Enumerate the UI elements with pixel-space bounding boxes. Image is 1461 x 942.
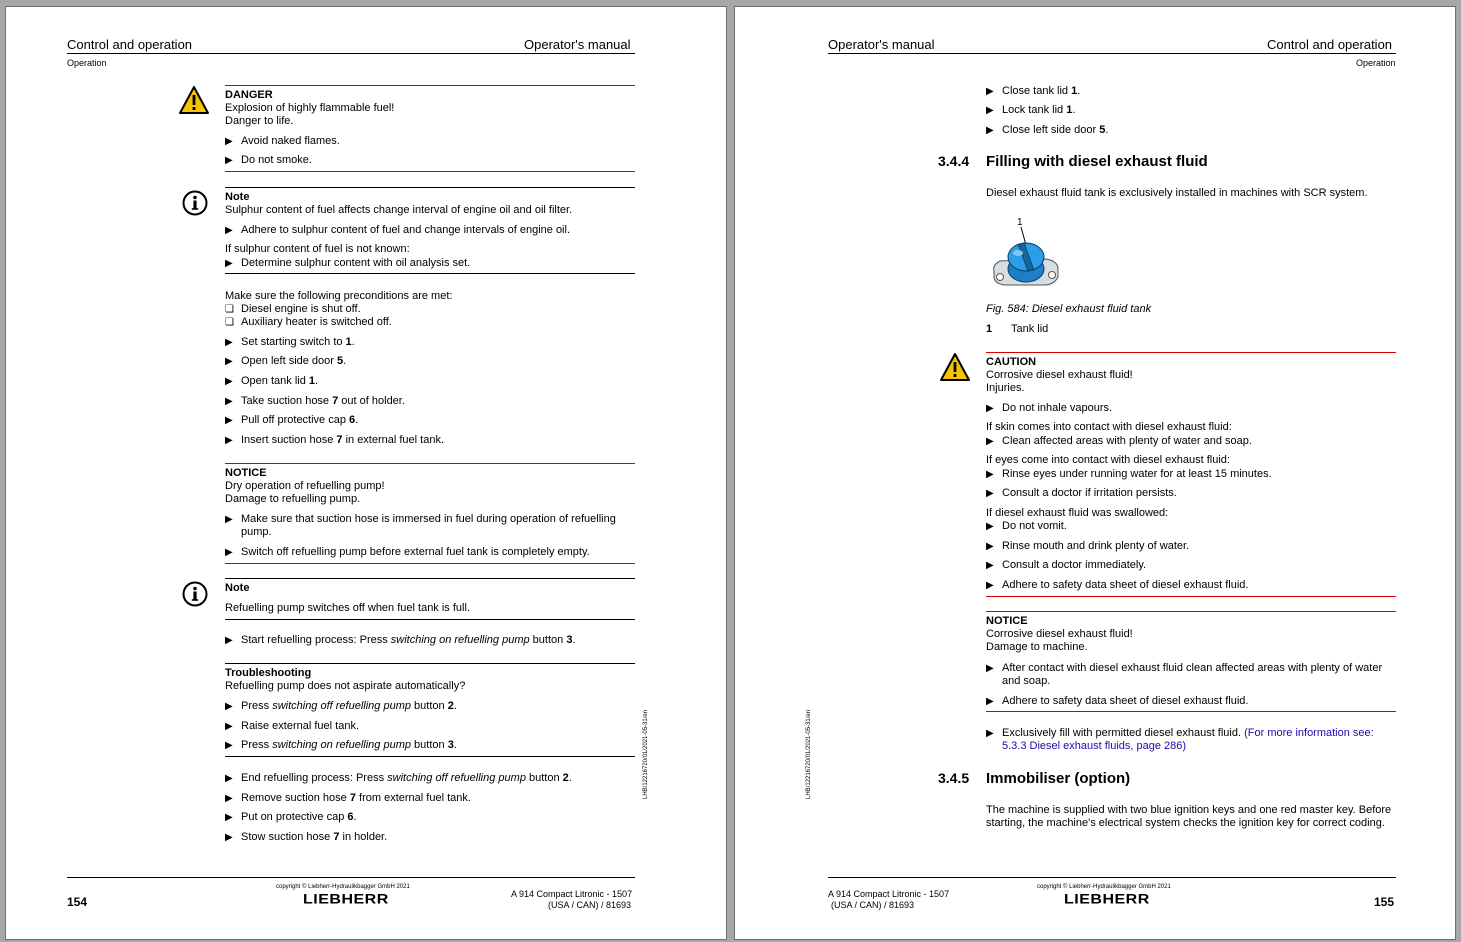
note-bottom-rule — [225, 273, 635, 274]
precondition-item: ❏ Auxiliary heater is switched off. — [241, 316, 392, 329]
caution-top-rule — [986, 352, 1396, 353]
caution-line: If eyes come into contact with diesel exhaust fluid: — [986, 454, 1230, 466]
warning-icon — [939, 352, 971, 382]
notice-bullet: ▶ After contact with diesel exhaust fluid clean affected areas with plenty of water — [1002, 662, 1382, 675]
page-header-left: Control and operation — [67, 37, 193, 52]
notice-line: Damage to refuelling pump. — [225, 493, 361, 505]
warning-icon — [178, 85, 210, 115]
info-icon — [182, 190, 208, 216]
danger-line: Explosion of highly flammable fuel! — [225, 102, 395, 114]
step-item: ▶ Pull off protective cap 6. — [241, 414, 358, 427]
liebherr-logo: LIEBHERR — [1064, 892, 1150, 907]
cross-reference-link[interactable]: 5.3.3 Diesel exhaust fluids, page 286) — [1002, 740, 1187, 752]
danger-bullet: ▶ Avoid naked flames. — [241, 135, 340, 148]
notice-line: Damage to machine. — [986, 641, 1088, 653]
trouble-bullet: ▶ Press switching off refuelling pump button 2. — [241, 700, 457, 713]
model-line: A 914 Compact Litronic - 1507 — [828, 889, 950, 899]
note-bullet: ▶ Determine sulphur content with oil analysis set. — [241, 257, 470, 270]
figure-caption: Fig. 584: Diesel exhaust fluid tank — [986, 303, 1152, 315]
caution-bottom-rule — [986, 596, 1396, 597]
note-top-rule — [225, 578, 635, 579]
paragraph: The machine is supplied with two blue ignition keys and one red master key. Before — [986, 804, 1392, 816]
danger-bottom-rule — [225, 171, 635, 172]
note-top-rule — [225, 187, 635, 188]
step-item: ▶ Set starting switch to 1. — [241, 336, 355, 349]
danger-bullet: ▶ Do not smoke. — [241, 154, 312, 167]
caution-bullet: ▶ Do not inhale vapours. — [1002, 402, 1112, 415]
trouble-bullet: ▶ Raise external fuel tank. — [241, 720, 359, 733]
note-line: If sulphur content of fuel is not known: — [225, 243, 410, 255]
step-item: ▶ End refuelling process: Press switching off refuelling pump button 2. — [241, 772, 572, 785]
step-item: ▶ Take suction hose 7 out of holder. — [241, 395, 405, 408]
note-line: Refuelling pump switches off when fuel tank is full. — [225, 602, 470, 614]
note-line: Sulphur content of fuel affects change interval of engine oil and oil filter. — [225, 204, 573, 216]
caution-line: If diesel exhaust fluid was swallowed: — [986, 507, 1169, 519]
model-line: (USA / CAN) / 81693 — [831, 900, 915, 910]
step-item: ▶ Exclusively fill with permitted diesel exhaust fluid. (For more information see: — [1002, 727, 1374, 740]
step-item: ▶ Insert suction hose 7 in external fuel tank. — [241, 434, 444, 447]
notice-title: NOTICE — [225, 467, 267, 479]
section-title: Filling with diesel exhaust fluid — [986, 153, 1208, 170]
caution-bullet: ▶ Consult a doctor immediately. — [1002, 559, 1146, 572]
danger-title: DANGER — [225, 89, 273, 101]
step-item: ▶ Remove suction hose 7 from external fuel tank. — [241, 792, 471, 805]
notice-bullet-cont: and soap. — [1002, 675, 1051, 687]
page-number: 155 — [1374, 895, 1395, 909]
notice-bullet: ▶ Switch off refuelling pump before external fuel tank is completely empty. — [241, 546, 590, 559]
caution-bullet: ▶ Rinse mouth and drink plenty of water. — [1002, 540, 1189, 553]
notice-line: Dry operation of refuelling pump! — [225, 480, 385, 492]
step-item: ▶ Open tank lid 1. — [241, 375, 318, 388]
notice-top-rule — [225, 463, 635, 464]
notice-bullet-cont: pump. — [241, 526, 272, 538]
caution-bullet: ▶ Clean affected areas with plenty of water and soap. — [1002, 435, 1252, 448]
trouble-line: Refuelling pump does not aspirate automatically? — [225, 680, 466, 692]
header-rule — [828, 53, 1396, 54]
page-header-right: Operator's manual — [524, 37, 631, 52]
caution-bullet: ▶ Do not vomit. — [1002, 520, 1067, 533]
step-item: ▶ Put on protective cap 6. — [241, 811, 357, 824]
left-page — [5, 6, 727, 940]
notice-top-rule — [986, 611, 1396, 612]
page-number: 154 — [67, 895, 88, 909]
legend-text: Tank lid — [1011, 323, 1049, 335]
page-subheader: Operation — [67, 58, 107, 68]
page-header-right: Control and operation — [1267, 37, 1393, 52]
caution-bullet: ▶ Adhere to safety data sheet of diesel exhaust fluid. — [1002, 579, 1248, 592]
cross-reference-link[interactable]: (For more information see: — [1244, 727, 1374, 739]
note-title: Note — [225, 191, 250, 203]
section-number: 3.4.5 — [938, 770, 970, 786]
footer-rule — [828, 877, 1396, 878]
diesel-exhaust-fluid-tank-figure — [988, 225, 1064, 291]
info-icon — [182, 581, 208, 607]
paragraph: starting, the machine's electrical system checks the ignition key for correct coding. — [986, 817, 1385, 829]
caution-title: CAUTION — [986, 356, 1037, 368]
section-number: 3.4.4 — [938, 153, 970, 169]
legend-number: 1 — [986, 323, 993, 335]
figure-callout: 1 — [1017, 217, 1023, 228]
preconditions-intro: Make sure the following preconditions are met: — [225, 290, 453, 302]
caution-line: If skin comes into contact with diesel exhaust fluid: — [986, 421, 1232, 433]
precondition-item: ❏ Diesel engine is shut off. — [241, 303, 361, 316]
notice-bullet: ▶ Adhere to safety data sheet of diesel exhaust fluid. — [1002, 695, 1248, 708]
step-item: ▶ Start refuelling process: Press switching on refuelling pump button 3. — [241, 634, 576, 647]
right-page — [734, 6, 1456, 940]
notice-bottom-rule — [225, 563, 635, 564]
note-bullet: ▶ Adhere to sulphur content of fuel and change intervals of engine oil. — [241, 224, 570, 237]
document-side-code: LHB/12216720/01/2021-05-31/en — [806, 709, 812, 799]
trouble-title: Troubleshooting — [225, 667, 312, 679]
model-line: (USA / CAN) / 81693 — [548, 900, 632, 910]
caution-bullet: ▶ Consult a doctor if irritation persists. — [1002, 487, 1177, 500]
caution-bullet: ▶ Rinse eyes under running water for at least 15 minutes. — [1002, 468, 1272, 481]
copyright: copyright © Liebherr-Hydraulikbagger GmbH 2021 — [1037, 884, 1171, 890]
page-header-left: Operator's manual — [828, 37, 935, 52]
trouble-bottom-rule — [225, 756, 635, 757]
notice-bullet: ▶ Make sure that suction hose is immersed in fuel during operation of refuelling — [241, 513, 616, 526]
danger-top-rule — [225, 85, 635, 86]
section-title: Immobiliser (option) — [986, 770, 1131, 787]
footer-rule — [67, 877, 635, 878]
note-title: Note — [225, 582, 250, 594]
note-bottom-rule — [225, 619, 635, 620]
trouble-top-rule — [225, 663, 635, 664]
caution-line: Corrosive diesel exhaust fluid! — [986, 369, 1133, 381]
trouble-bullet: ▶ Press switching on refuelling pump button 3. — [241, 739, 457, 752]
notice-bottom-rule — [986, 711, 1396, 712]
step-item: ▶ Open left side door 5. — [241, 355, 346, 368]
step-item: ▶ Close tank lid 1. — [1002, 85, 1080, 98]
danger-line: Danger to life. — [225, 115, 294, 127]
caution-line: Injuries. — [986, 382, 1025, 394]
notice-line: Corrosive diesel exhaust fluid! — [986, 628, 1133, 640]
model-line: A 914 Compact Litronic - 1507 — [511, 889, 633, 899]
liebherr-logo: LIEBHERR — [303, 892, 389, 907]
copyright: copyright © Liebherr-Hydraulikbagger GmbH 2021 — [276, 884, 410, 890]
header-rule — [67, 53, 635, 54]
paragraph: Diesel exhaust fluid tank is exclusively installed in machines with SCR system. — [986, 187, 1368, 199]
notice-title: NOTICE — [986, 615, 1028, 627]
page-subheader: Operation — [1356, 58, 1396, 68]
step-item: ▶ Close left side door 5. — [1002, 124, 1108, 137]
step-item: ▶ Lock tank lid 1. — [1002, 104, 1075, 117]
step-item: ▶ Stow suction hose 7 in holder. — [241, 831, 387, 844]
document-side-code: LHB/12216720/01/2021-05-31/en — [643, 709, 649, 799]
